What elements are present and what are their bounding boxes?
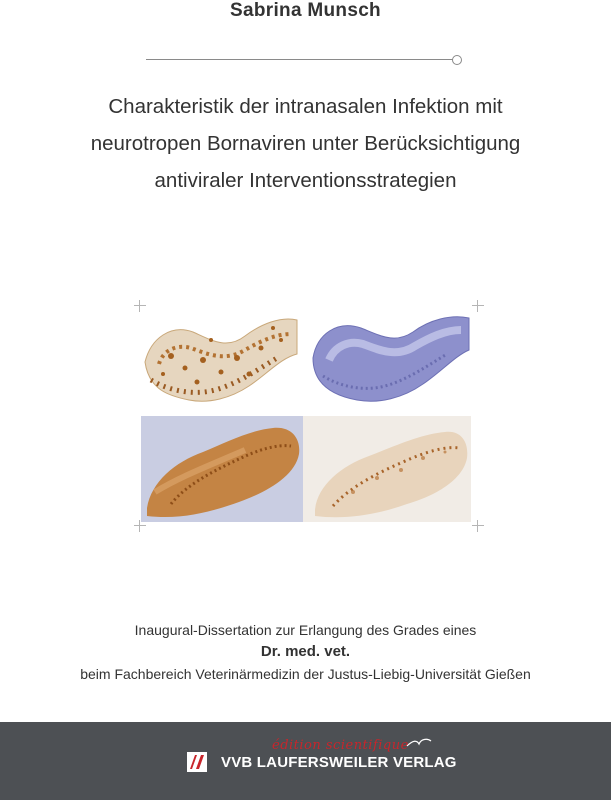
decorative-rule [146,59,454,60]
title-line-3: antiviraler Interventionsstrategien [154,169,457,192]
title-line-1: Charakteristik der intranasalen Infektion mit [108,95,503,118]
rule-end-dot [452,55,462,65]
bird-icon [405,736,433,752]
faculty-line: beim Fachbereich Veterinärmedizin der Justus-Liebig-Universität Gießen [80,666,531,682]
author-name: Sabrina Munsch [230,0,381,21]
dissertation-line: Inaugural-Dissertation zur Erlangung des Grades eines [134,622,477,638]
crop-mark-top-right [472,300,484,312]
publisher-logo-icon [187,752,207,772]
publisher-name: VVB LAUFERSWEILER VERLAG [221,754,457,771]
micrograph-stained-hippocampus [141,416,303,522]
microscopy-figure [134,300,484,532]
micrograph-treated-hippocampus [303,416,471,522]
dissertation-info [0,619,611,685]
publisher-series: édition scientifique [272,738,409,753]
crop-mark-bottom-right [472,520,484,532]
micrograph-stained-epithelium [141,310,299,408]
title-line-2: neurotropen Bornaviren unter Berücksichtigung [90,132,521,155]
book-title [40,88,571,199]
micrograph-control-blue [309,310,471,408]
degree-title: Dr. med. vet. [260,643,351,660]
footer-separator [0,715,611,722]
